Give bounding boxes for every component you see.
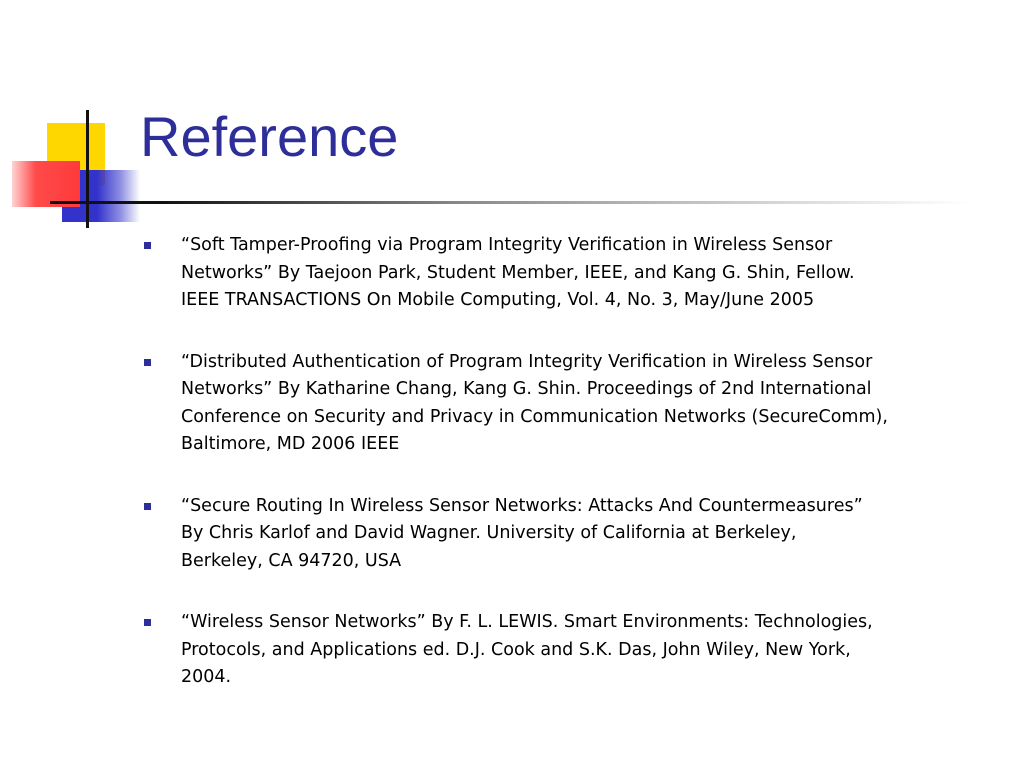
reference-list — [140, 232, 1000, 726]
decorative-logo — [0, 0, 150, 240]
bullet-icon — [144, 503, 151, 510]
logo-vertical-line — [86, 110, 89, 228]
reference-text: “Soft Tamper-Proofing via Program Integrity Verification in Wireless Sensor Networks” By Taejoon Park, Student Member, IEEE, and Kang G. Shin, Fellow. IEEE TRANSACTIONS On Mobile Computing, Vol. 4, No. 3, May/June 2005 — [181, 235, 855, 310]
reference-item — [140, 232, 1000, 315]
slide-title: Reference — [140, 105, 399, 168]
reference-text: “Distributed Authentication of Program Integrity Verification in Wireless Sensor Networks” By Katharine Chang, Kang G. Shin. Proceedings of 2nd International Conference on Security and Privacy in Communication Networks (SecureComm), Baltimore, MD 2006 IEEE — [181, 351, 888, 454]
bullet-icon — [144, 242, 151, 249]
reference-item — [140, 609, 1000, 692]
reference-text: “Wireless Sensor Networks” By F. L. LEWIS. Smart Environments: Technologies, Protocols, and Applications ed. D.J. Cook and S.K. Das, John Wiley, New York, 2004. — [181, 612, 873, 687]
bullet-icon — [144, 359, 151, 366]
reference-text: “Secure Routing In Wireless Sensor Networks: Attacks And Countermeasures” By Chris Karlof and David Wagner. University of California at Berkeley, Berkeley, CA 94720, USA — [181, 495, 863, 571]
reference-item — [140, 493, 1000, 576]
title-underline — [50, 201, 970, 204]
bullet-icon — [144, 619, 151, 626]
reference-item — [140, 349, 1000, 459]
